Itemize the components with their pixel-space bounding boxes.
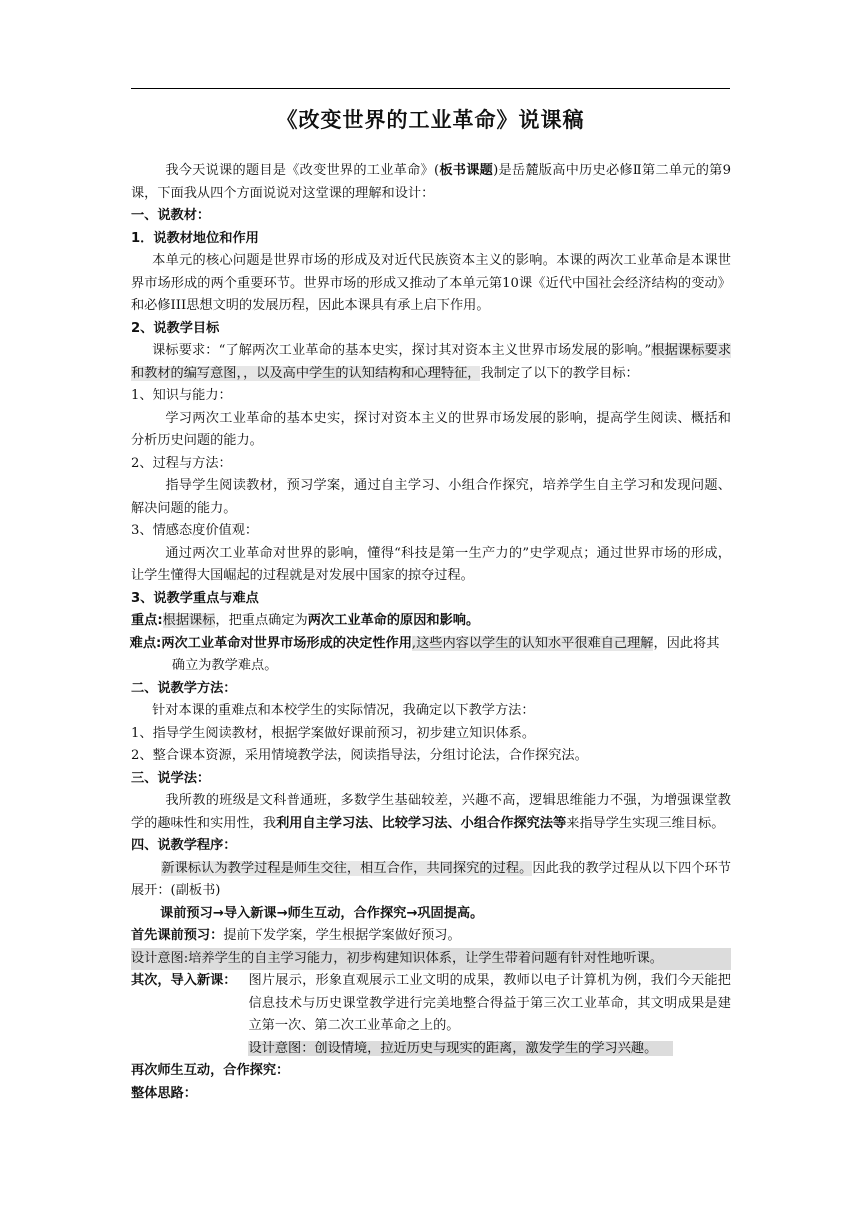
step-preview: 首先课前预习：提前下发学案，学生根据学案做好预习。 <box>131 928 461 943</box>
key-point: 重点:根据课标，把重点确定为两次工业革命的原因和影响。 <box>131 613 480 628</box>
paragraph-goals: 课标要求：“了解两次工业革命的基本史实，探讨其对资本主义世界市场发展的影响。”根据课标要求和教材的编写意图，，以及高中学生的认知结构和心理特征，我制定了以下的教学目标： <box>131 343 732 381</box>
design-intent-1: 设计意图:培养学生的自主学习能力，初步构建知识体系，让学生带着问题有针对性地听课。 <box>131 948 731 971</box>
section-4-heading: 四、说教学程序： <box>131 838 237 853</box>
step-interaction: 再次师生互动，合作探究： <box>131 1063 290 1078</box>
intro-paragraph: 我今天说课的题目是《改变世界的工业革命》(板书课题)是岳麓版高中历史必修Ⅱ第二单元的第9课，下面我从四个方面说说对这堂课的理解和设计： <box>131 163 731 201</box>
overall-idea: 整体思路： <box>131 1085 197 1101</box>
goal-3-label: 3、情感态度价值观： <box>131 523 259 538</box>
difficult-point: 难点:两次工业革命对世界市场形成的决定性作用,这些内容以学生的认知水平很难自己理解，因此将其确立为教学难点。 <box>129 635 720 673</box>
procedure-intro: 新课标认为教学过程是师生交往，相互合作，共同探究的过程。因此我的教学过程从以下四个环节展开：(副板书) <box>131 860 731 898</box>
goal-1-text: 学习两次工业革命的基本史实，探讨对资本主义的世界市场发展的影响，提高学生阅读、概括和分析历史问题的能力。 <box>131 410 731 448</box>
section-3-heading: 三、说学法： <box>131 770 211 786</box>
method-intro: 针对本课的重难点和本校学生的实际情况，我确定以下教学方法： <box>152 703 535 718</box>
subheading-1: 1．说教材地位和作用 <box>131 230 259 246</box>
goal-2-text: 指导学生阅读教材，预习学案，通过自主学习、小组合作探究，培养学生自主学习和发现问题、解决问题的能力。 <box>131 478 731 516</box>
goal-3-text: 通过两次工业革命对世界的影响，懂得“科技是第一生产力的”史学观点；通过世界市场的形成，让学生懂得大国崛起的过程就是对发展中国家的掠夺过程。 <box>131 545 731 583</box>
step-introduction: 其次，导入新课： 图片展示，形象直观展示工业文明的成果，教师以电子计算机为例，我们今天能把信息技术与历史课堂教学进行完美地整合得益于第三次工业革命，其文明成果是建立第一次、第二次工业革命之上的。 设计意图：创设情境，拉近历史与现实的距离，激发学生的学习兴趣。 <box>131 973 731 1056</box>
header-rule <box>131 88 730 89</box>
document-body <box>131 160 731 1105</box>
method-1: 1、指导学生阅读教材，根据学案做好课前预习，初步建立知识体系。 <box>131 725 536 741</box>
procedure-steps: 课前预习→导入新课→师生互动，合作探究→巩固提高。 <box>160 905 484 921</box>
paragraph-position: 本单元的核心问题是世界市场的形成及对近代民族资本主义的影响。本课的两次工业革命是本课世界市场形成的两个重要环节。世界市场的形成又推动了本单元第10课《近代中国社会经济结构的变动》和必修III思想文明的发展历程，因此本课具有承上启下作用。 <box>131 253 731 313</box>
method-2: 2、整合课本资源，采用情境教学法，阅读指导法，分组讨论法，合作探究法。 <box>131 748 588 763</box>
page-title: 《改变世界的工业革命》说课稿 <box>276 108 585 132</box>
section-2-heading: 二、说教学方法： <box>131 680 237 696</box>
goal-1-label: 1、知识与能力： <box>131 388 232 403</box>
learning-method-paragraph: 我所教的班级是文科普通班，多数学生基础较差，兴趣不高，逻辑思维能力不强，为增强课堂教学的趣味性和实用性，我利用自主学习法、比较学习法、小组合作探究法等来指导学生实现三维目标。 <box>131 793 731 831</box>
design-intent-2: 设计意图：创设情境，拉近历史与现实的距离，激发学生的学习兴趣。 <box>248 1041 673 1056</box>
subheading-3: 3、说教学重点与难点 <box>131 590 259 606</box>
subheading-2: 2、说教学目标 <box>131 320 220 336</box>
goal-2-label: 2、过程与方法： <box>131 455 232 471</box>
section-1-heading: 一、说教材： <box>131 208 211 223</box>
